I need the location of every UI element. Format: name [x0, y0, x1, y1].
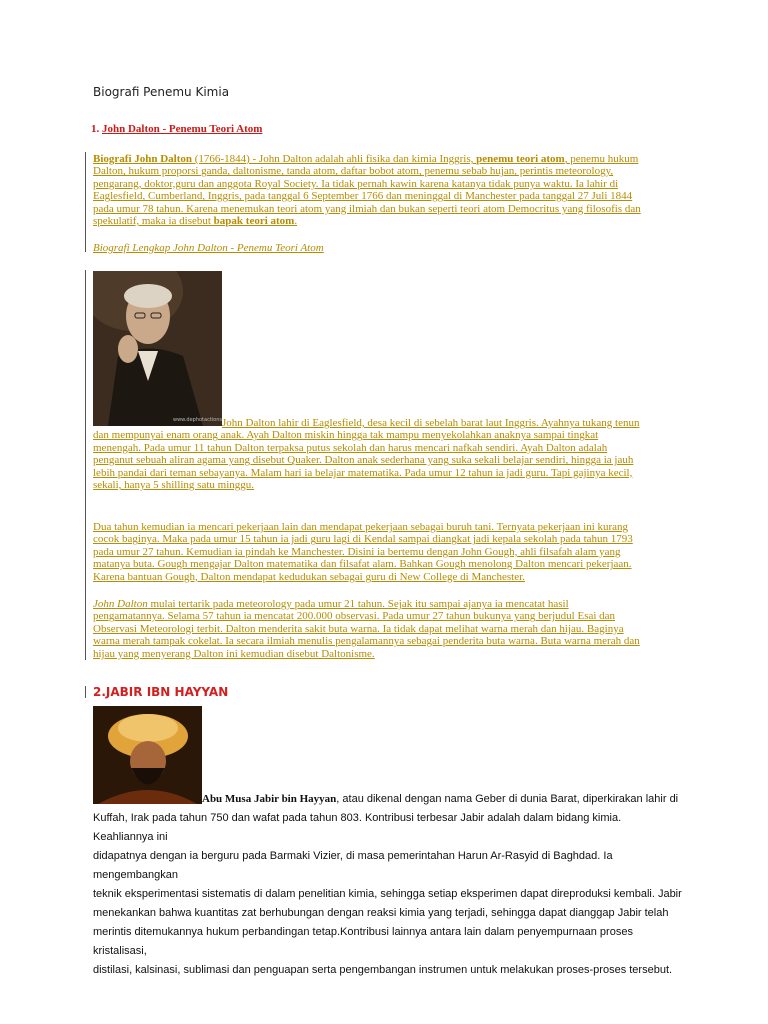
para3-italic: John Dalton: [93, 598, 148, 610]
watermark-text: www.dephotactions: [173, 417, 222, 423]
section-1-number: 1.: [91, 123, 102, 135]
para1-line: penganut sebuah aliran agama yang disebut Quaker. Dalton anak sederhana yang suka sekali belajar sendiri, hingga ia jauh: [93, 454, 634, 467]
para2-line: Dua tahun kemudian ia mencari pekerjaan lain dan mendapat pekerjaan sebagai buruh tani. Ternyata pekerjaan ini kurang: [93, 521, 629, 533]
jabir-line: teknik eksperimentasi sistematis di dalam penelitian kimia, sehingga setiap eksperimen dapat direproduksi kembali. Jabir: [93, 888, 682, 900]
jabir-line: merintis ditemukannya hukum perbandingan tetap.Kontribusi lainnya antara lain dalam penyempurnaan proses kristalisasi,: [93, 926, 633, 957]
jabir-name-bold: Abu Musa Jabir bin Hayyan: [202, 793, 337, 805]
section-2-heading: 2.JABIR IBN HAYYAN: [93, 685, 229, 699]
intro-line: pengarang, doktor,guru dan anggota Royal Society. Ia tidak pernah kawin karena katanya tidak punya waktu. Ia lahir di: [93, 177, 619, 190]
para3-line: hijau yang menyerang Dalton ini kemudian disebut Daltonisme.: [93, 647, 375, 660]
jabir-line: distilasi, kalsinasi, sublimasi dan penguapan serta pengembangan instrumen untuk melakukan proses-proses tersebut.: [93, 964, 673, 976]
jabir-line: Kuffah, Irak pada tahun 750 dan wafat pada tahun 803. Kontribusi terbesar Jabir adalah dalam bidang kimia. Keahliannya ini: [93, 812, 622, 843]
intro-text: , penemu hukum: [564, 153, 639, 165]
intro-line: Dalton, hukum proporsi ganda, daltonisme, tanda atom, daftar bobot atom, penemu sebab hujan, perintis meteorology,: [93, 165, 614, 178]
document-title: Biografi Penemu Kimia: [93, 85, 230, 99]
dalton-paragraph-1[interactable]: [93, 417, 693, 491]
para1-line: menengah. Pada umur 11 tahun Dalton terpaksa putus sekolah dan harus mencari nafkah sendiri. Ayah Dalton adalah: [93, 441, 608, 454]
section-1-title-link[interactable]: John Dalton - Penemu Teori Atom: [102, 123, 263, 135]
intro-text: (1766-1844) - John Dalton adalah ahli fisika dan kimia Inggris,: [192, 153, 477, 165]
intro-bold: bapak teori atom: [213, 215, 295, 228]
intro-bold: penemu teori atom: [476, 153, 565, 165]
intro-line: Eaglesfield, Cumberland, Inggris, pada tanggal 6 September 1766 dan meninggal di Manchester pada tanggal 27 Juli 1844: [93, 190, 633, 203]
para2-line: pada umur 27 tahun. Kemudian ia pindah ke Manchester. Disini ia bertemu dengan John Gough, ahli filsafah alam yang: [93, 545, 621, 558]
para2-line: cocok baginya. Maka pada umur 15 tahun ia jadi guru lagi di Kendal sampai diangkat jadi kepala sekolah pada tahun 1793: [93, 533, 633, 546]
margin-bar: [85, 686, 86, 698]
bio-bold: Biografi John Dalton: [93, 153, 193, 165]
para1-line: sekali, hanya 5 shilling satu minggu.: [93, 479, 255, 492]
para3-line: warna merah tampak cokelat. Ia secara ilmiah menulis pengalamannya sebagai penderita buta warna. Buta warna merah dan: [93, 635, 640, 648]
dalton-portrait-drawing: [93, 271, 222, 426]
margin-bar: [85, 152, 86, 252]
jabir-line: menekankan bahwa kuantitas zat berhubungan dengan reaksi kimia yang terjadi, sehingga dapat dianggap Jabir telah: [93, 907, 669, 919]
para3-line: Observasi Meteorologi terbit. Dalton menderita sakit buta warna. Ia tidak dapat melihat warna merah dan hijau. Baginya: [93, 622, 624, 635]
dalton-paragraph-3[interactable]: [93, 598, 693, 660]
margin-bar: [85, 270, 86, 660]
intro-line: pada umur 78 tahun. Karena menemukan teori atom yang ilmiah dan bukan seperti teori atom Democritus yang filosofis dan: [93, 202, 641, 215]
jabir-line: didapatnya dengan ia berguru pada Barmaki Vizier, di masa pemerintahan Harun Ar-Rasyid di Baghdad. Ia mengembangkan: [93, 850, 613, 881]
dalton-paragraph-2[interactable]: [93, 521, 693, 583]
full-bio-link[interactable]: Biografi Lengkap John Dalton - Penemu Teori Atom: [93, 242, 324, 254]
para2-line: matanya buta. Gough mengajar Dalton matematika dan filsafat alam. Bahkan Gough menolong Dalton mencari pekerjaan.: [93, 558, 632, 571]
jabir-paragraph: [93, 790, 683, 980]
jabir-text: , atau dikenal dengan nama Geber di dunia Barat, diperkirakan lahir di: [336, 793, 679, 805]
para1-line: John Dalton lahir di Eaglesfield, desa kecil di sebelah barat laut Inggris. Ayahnya tukang tenun: [222, 417, 640, 429]
section-1-heading: [91, 123, 262, 135]
para1-line: lebih pandai dari teman sebayanya. Malam hari ia belajar matematika. Pada umur 12 tahun ia jadi guru. Tapi gajinya kecil,: [93, 466, 633, 479]
intro-text: .: [294, 215, 298, 228]
intro-text: spekulatif, maka ia disebut: [93, 215, 214, 228]
para3-text: mulai tertarik pada meteorology pada umur 21 tahun. Sejak itu sampai ajanya ia mencatat hasil: [147, 598, 569, 610]
para1-line: dan mempunyai enam orang anak. Ayah Dalton miskin hingga tak mampu menyekolahkan anaknya sampai tingkat: [93, 429, 599, 442]
para2-line: Karena bantuan Gough, Dalton mendapat kedudukan sebagai guru di New College di Manchester.: [93, 570, 525, 583]
dalton-portrait-image: [93, 271, 222, 426]
para3-line: pengamatannya. Selama 57 tahun ia mencatat 200.000 observasi. Pada umur 27 tahun bukunya yang berjudul Esai dan: [93, 610, 616, 623]
dalton-intro-paragraph[interactable]: [93, 153, 693, 227]
